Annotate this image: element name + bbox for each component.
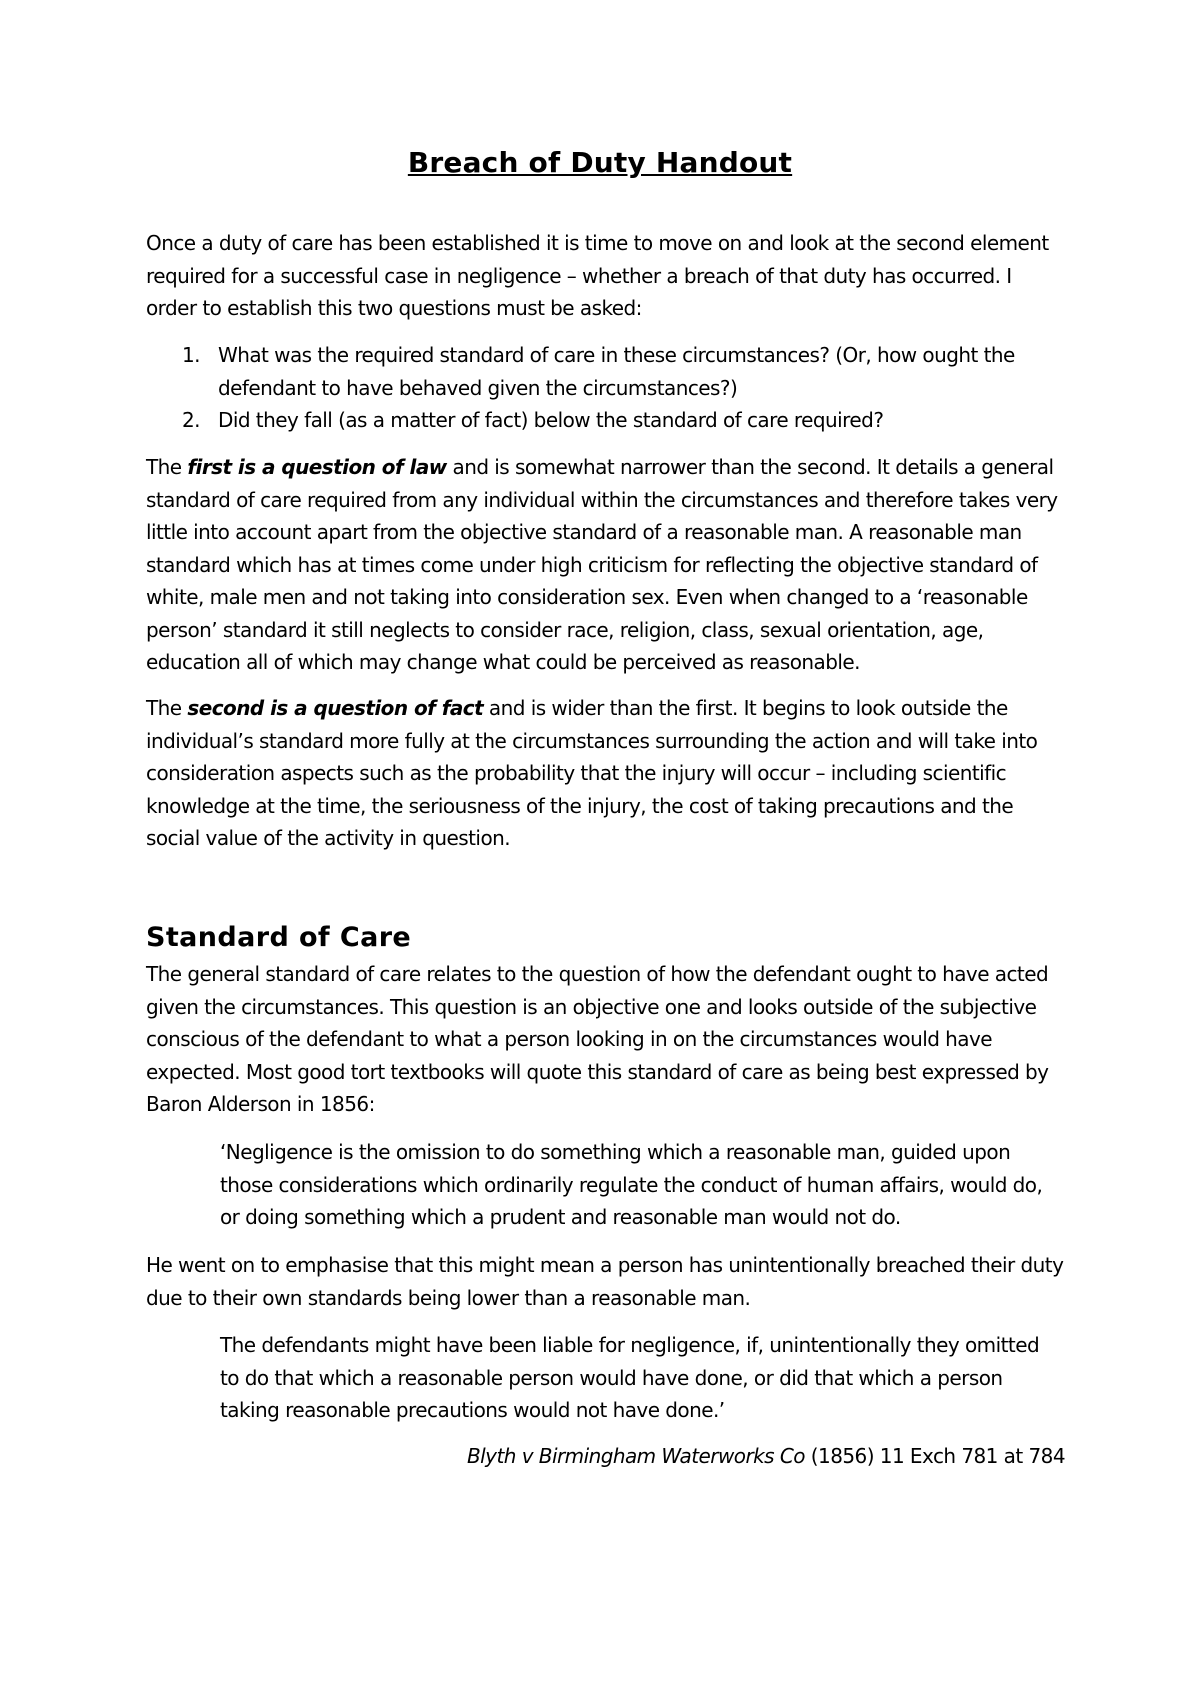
standard-text: The general standard of care relates to the question of how the defendant ought to have acted given the circumstances. This question is an objective one and looks outside of the subjective conscious of the defendant to what a person looking in on the circumstances would have expected. Most good tort textbooks will quote this standard of care as being best expressed by Baron Alderson in 1856: (146, 962, 1049, 1116)
page-title: Breach of Duty Handout (407, 146, 793, 179)
standard-paragraph (146, 958, 1066, 1121)
second-para-rest: and is wider than the first. It begins to look outside the individual’s standard more fully at the circumstances surrounding the action and will take into consideration aspects such as the probability that the injury will occur – including scientific knowledge at the time, the seriousness of the injury, the cost of taking precautions and the social value of the activity in question. (146, 696, 1038, 850)
quote-two-text: The defendants might have been liable for negligence, if, unintentionally they omitted to do that which a reasonable person would have done, or did that which a person taking reasonable precautions would not have done.’ (220, 1333, 1040, 1422)
list-item-text: What was the required standard of care in these circumstances? (Or, how ought the defendant to have behaved given the circumstances?) (218, 343, 1015, 400)
quote-one-text: ‘Negligence is the omission to do something which a reasonable man, guided upon those considerations which ordinarily regulate the conduct of human affairs, would do, or doing something which a prudent and reasonable man would not do. (220, 1140, 1043, 1229)
case-citation (467, 1440, 1065, 1473)
intro-text: Once a duty of care has been established it is time to move on and look at the second element required for a successful case in negligence – whether a breach of that duty has occurred. I order to establish this two questions must be asked: (146, 231, 1049, 320)
citation-reference: (1856) 11 Exch 781 at 784 (804, 1444, 1065, 1468)
citation-case-name: Blyth v Birmingham Waterworks Co (467, 1444, 805, 1468)
second-question-paragraph (146, 692, 1066, 855)
alderson-quote (220, 1136, 1060, 1234)
first-question-paragraph (146, 451, 1066, 679)
emphasise-paragraph (146, 1249, 1066, 1314)
second-para-emphasis: second is a question of fact (187, 696, 484, 720)
first-para-lead: The (146, 455, 188, 479)
questions-list (146, 339, 1066, 437)
second-para-lead: The (146, 696, 188, 720)
list-item-number: 1. (182, 343, 200, 367)
list-item-number: 2. (182, 408, 200, 432)
list-item-text: Did they fall (as a matter of fact) below the standard of care required? (218, 408, 884, 432)
list-item (146, 404, 1066, 437)
first-para-emphasis: first is a question of law (187, 455, 447, 479)
intro-paragraph (146, 227, 1066, 325)
defendants-quote (220, 1329, 1060, 1427)
list-item (146, 339, 1066, 404)
emphasise-text: He went on to emphasise that this might mean a person has unintentionally breached their duty due to their own standards being lower than a reasonable man. (146, 1253, 1064, 1310)
section-heading-standard-of-care: Standard of Care (146, 922, 412, 953)
first-para-rest: and is somewhat narrower than the second. It details a general standard of care required from any individual within the circumstances and therefore takes very little into account apart from the objective standard of a reasonable man. A reasonable man standard which has at times come under high criticism for reflecting the objective standard of white, male men and not taking into consideration sex. Even when changed to a ‘reasonable person’ standard it still neglects to consider race, religion, class, sexual orientation, age, education all of which may change what could be perceived as reasonable. (146, 455, 1058, 674)
